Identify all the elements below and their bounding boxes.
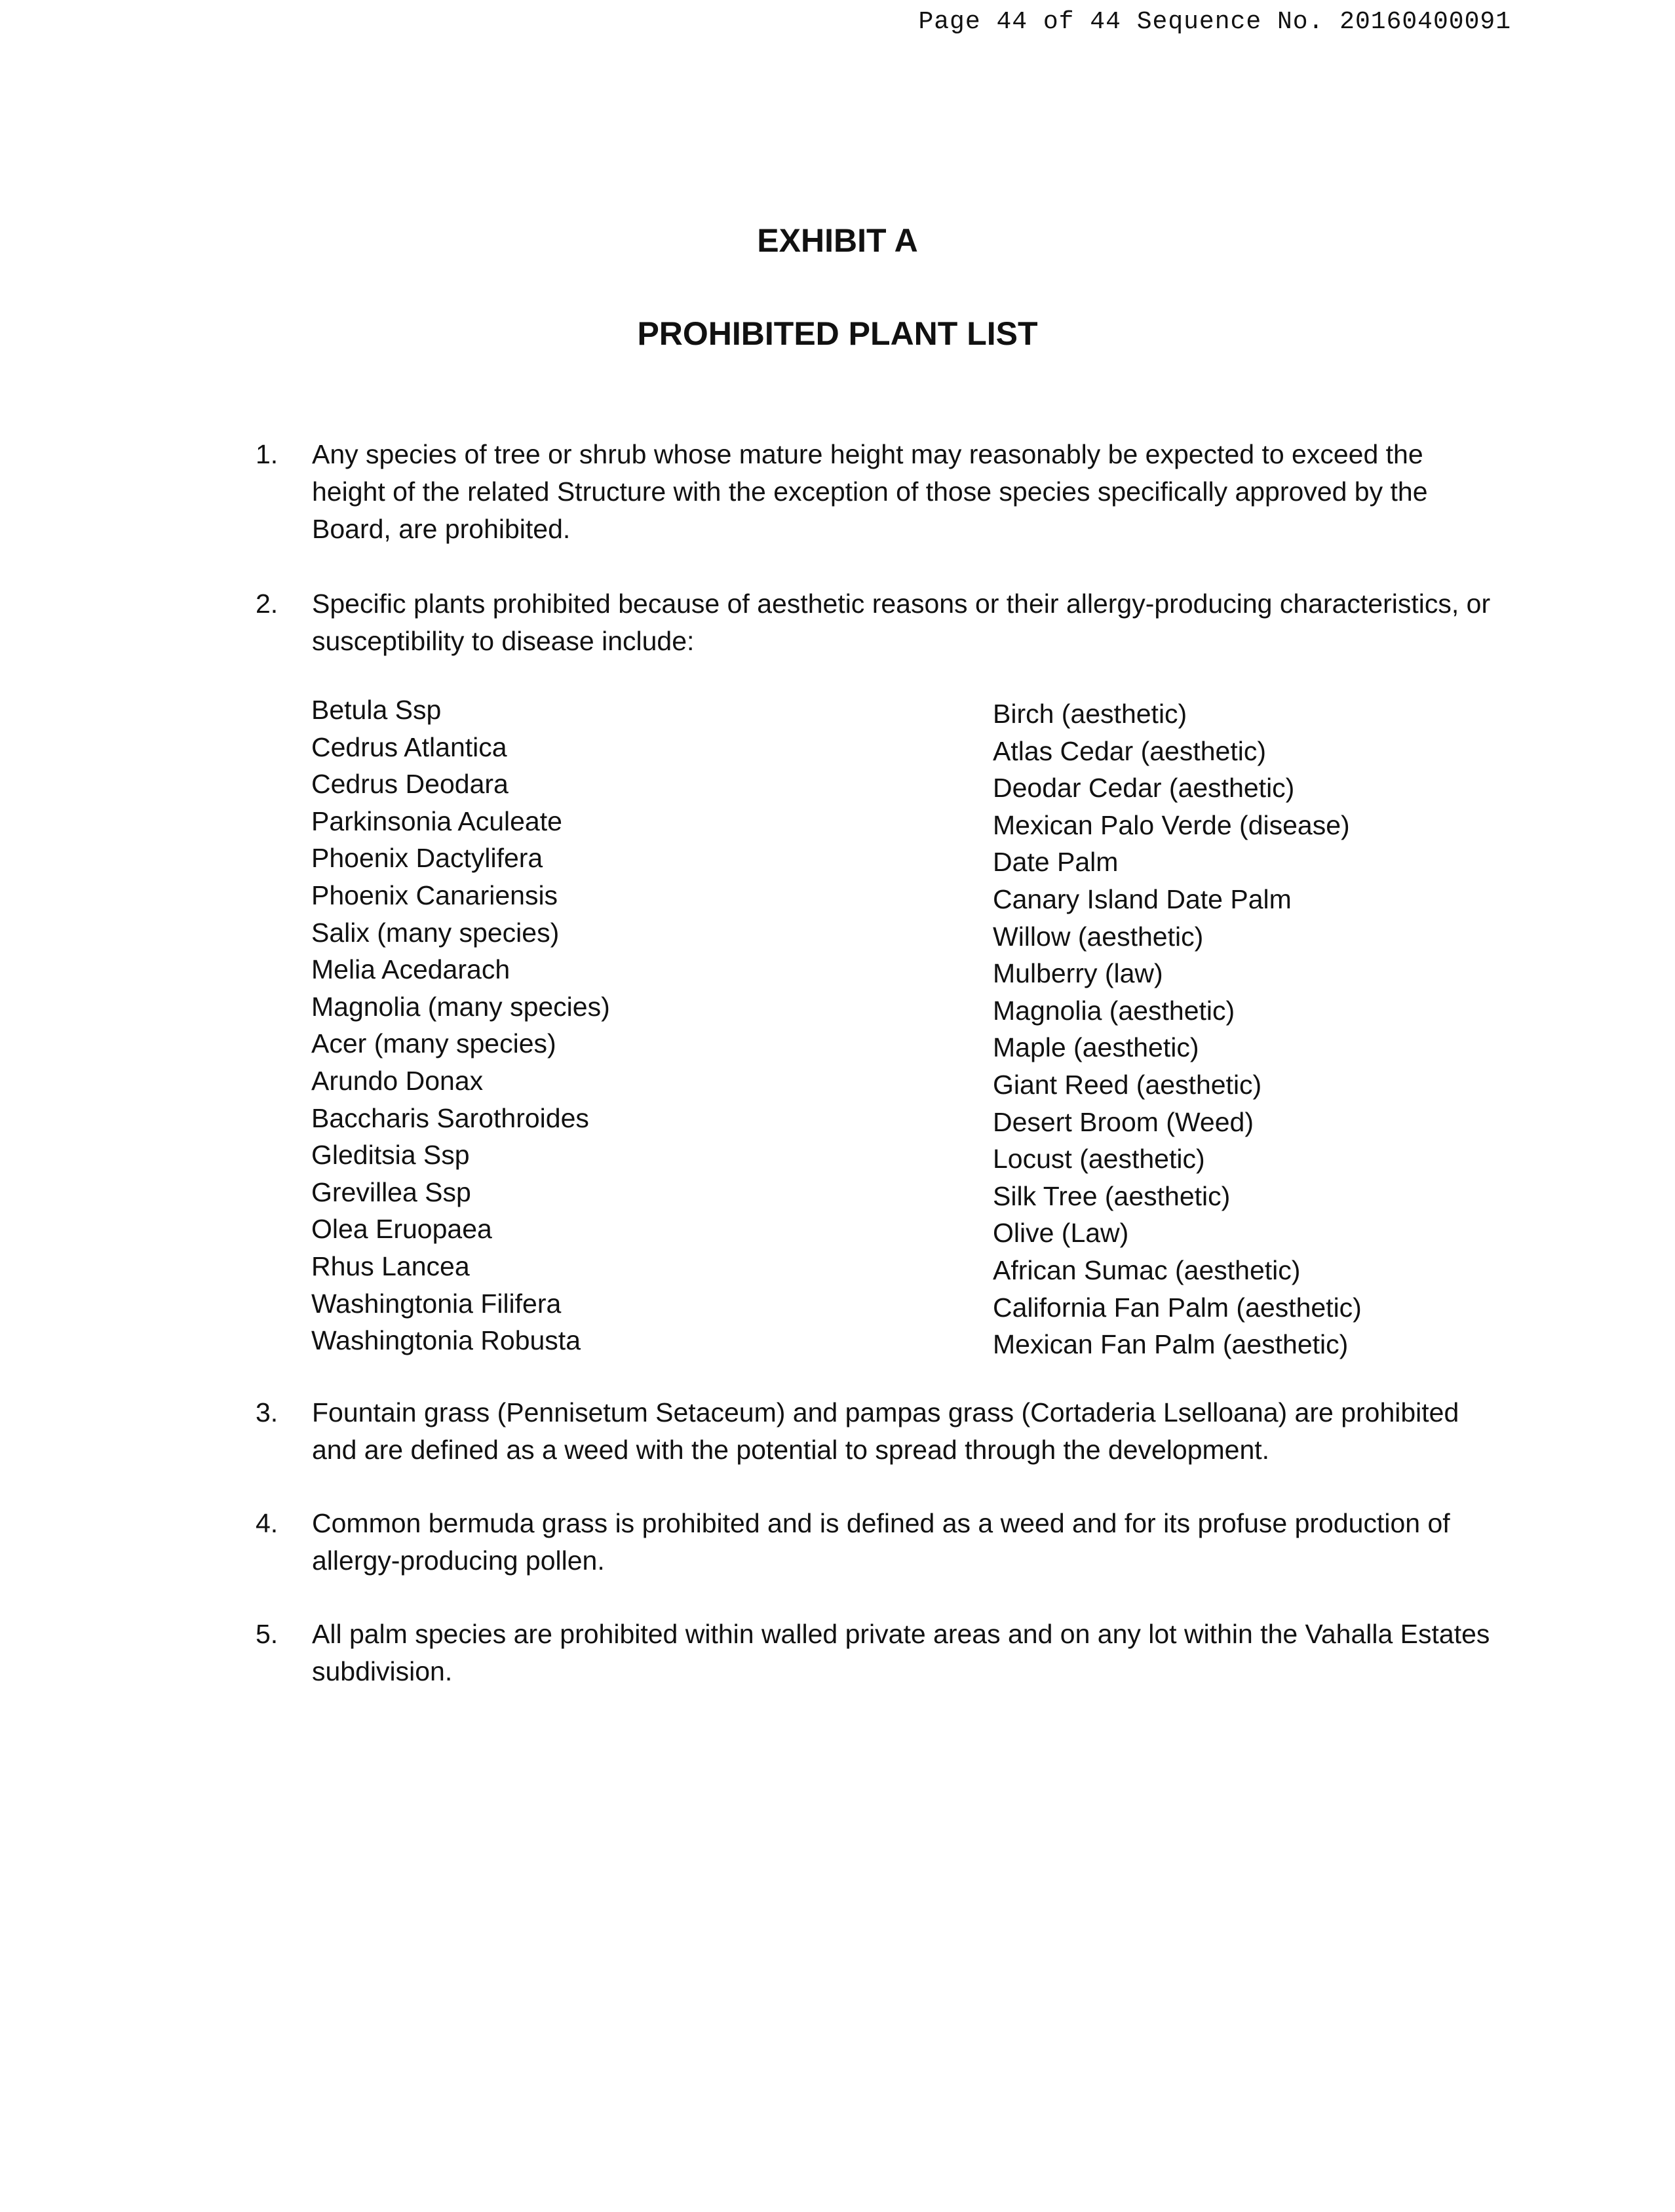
list-item-2 xyxy=(256,585,1501,660)
plant-common-name: Maple (aesthetic) xyxy=(993,1032,1199,1063)
plant-scientific-name: Cedrus Deodara xyxy=(311,769,509,800)
plant-row xyxy=(311,1025,1425,1062)
plant-row xyxy=(311,988,1425,1026)
plant-scientific-name: Rhus Lancea xyxy=(311,1251,470,1281)
list-item-text: Any species of tree or shrub whose mature height may reasonably be expected to exceed the height of the related Structure with the exception of those species specifically approved by the Board, are prohibited. xyxy=(312,439,1428,544)
plant-scientific-name: Melia Acedarach xyxy=(311,954,510,985)
plant-common-name: Giant Reed (aesthetic) xyxy=(993,1069,1262,1100)
list-item-number: 3. xyxy=(256,1397,279,1427)
plant-scientific-name: Parkinsonia Aculeate xyxy=(311,805,562,836)
list-item-text: All palm species are prohibited within walled private areas and on any lot within the Vahalla Estates subdivision. xyxy=(312,1619,1490,1686)
plant-scientific-name: Phoenix Dactylifera xyxy=(311,843,543,874)
list-item-number: 1. xyxy=(256,439,279,469)
plant-common-name: Mexican Fan Palm (aesthetic) xyxy=(993,1329,1349,1360)
list-item-5 xyxy=(256,1616,1501,1690)
page-header: Page 44 of 44 Sequence No. 20160400091 xyxy=(918,8,1511,36)
plant-common-name: Deodar Cedar (aesthetic) xyxy=(993,773,1295,804)
list-item-number: 2. xyxy=(256,589,279,619)
list-item-text: Fountain grass (Pennisetum Setaceum) and pampas grass (Cortaderia Lselloana) are prohibited and are defined as a weed with the potential to spread through the development. xyxy=(312,1397,1459,1465)
plant-common-name: Locust (aesthetic) xyxy=(993,1144,1205,1174)
plant-scientific-name: Washingtonia Robusta xyxy=(311,1325,581,1356)
plant-scientific-name: Arundo Donax xyxy=(311,1065,484,1096)
plant-row xyxy=(311,766,1425,803)
exhibit-title: EXHIBIT A xyxy=(757,222,918,259)
list-item-number: 5. xyxy=(256,1619,279,1649)
plant-row xyxy=(311,914,1425,952)
plant-row xyxy=(311,1136,1425,1174)
list-item-4 xyxy=(256,1505,1501,1580)
list-item-number: 4. xyxy=(256,1508,279,1538)
plant-scientific-name: Acer (many species) xyxy=(311,1028,556,1059)
plant-scientific-name: Betula Ssp xyxy=(311,695,442,725)
plant-scientific-name: Cedrus Atlantica xyxy=(311,731,507,762)
plant-row xyxy=(311,951,1425,988)
plant-row xyxy=(311,1100,1425,1137)
plant-common-name: Birch (aesthetic) xyxy=(993,699,1187,729)
list-item-text: Specific plants prohibited because of aesthetic reasons or their allergy-producing characteristics, or susceptibility to disease include: xyxy=(312,589,1491,656)
plant-common-name: Desert Broom (Weed) xyxy=(993,1106,1254,1137)
plant-common-name: Canary Island Date Palm xyxy=(993,883,1292,914)
list-item-1 xyxy=(256,436,1501,548)
plant-row xyxy=(311,691,1425,729)
plant-row xyxy=(311,1062,1425,1100)
list-title: PROHIBITED PLANT LIST xyxy=(637,315,1038,352)
plant-common-name: Willow (aesthetic) xyxy=(993,921,1204,952)
list-item-3 xyxy=(256,1394,1501,1469)
plant-common-name: Olive (Law) xyxy=(993,1218,1129,1249)
plant-scientific-name: Gleditsia Ssp xyxy=(311,1140,470,1171)
plant-common-name: Date Palm xyxy=(993,847,1119,878)
plant-common-name: Atlas Cedar (aesthetic) xyxy=(993,735,1267,766)
plant-common-name: Magnolia (aesthetic) xyxy=(993,995,1235,1026)
plant-common-name: Silk Tree (aesthetic) xyxy=(993,1180,1231,1211)
plant-common-name: Mexican Palo Verde (disease) xyxy=(993,809,1350,840)
plant-row xyxy=(311,1322,1425,1359)
plant-scientific-name: Olea Eruopaea xyxy=(311,1214,492,1245)
plant-scientific-name: Magnolia (many species) xyxy=(311,991,610,1022)
plant-row xyxy=(311,1248,1425,1285)
plant-scientific-name: Washingtonia Filifera xyxy=(311,1288,562,1319)
plant-row xyxy=(311,1174,1425,1211)
plant-row xyxy=(311,877,1425,914)
list-item-text: Common bermuda grass is prohibited and is defined as a weed and for its profuse production of allergy-producing pollen. xyxy=(312,1508,1450,1576)
plant-common-name: Mulberry (law) xyxy=(993,958,1163,989)
prohibited-plant-table xyxy=(311,691,1425,1359)
plant-row xyxy=(311,1211,1425,1248)
plant-scientific-name: Baccharis Sarothroides xyxy=(311,1102,589,1133)
plant-scientific-name: Salix (many species) xyxy=(311,917,560,948)
plant-common-name: California Fan Palm (aesthetic) xyxy=(993,1292,1362,1323)
plant-row xyxy=(311,803,1425,840)
plant-common-name: African Sumac (aesthetic) xyxy=(993,1254,1301,1285)
plant-scientific-name: Grevillea Ssp xyxy=(311,1176,471,1207)
plant-row xyxy=(311,840,1425,877)
plant-row xyxy=(311,729,1425,766)
plant-row xyxy=(311,1285,1425,1323)
plant-scientific-name: Phoenix Canariensis xyxy=(311,880,558,910)
